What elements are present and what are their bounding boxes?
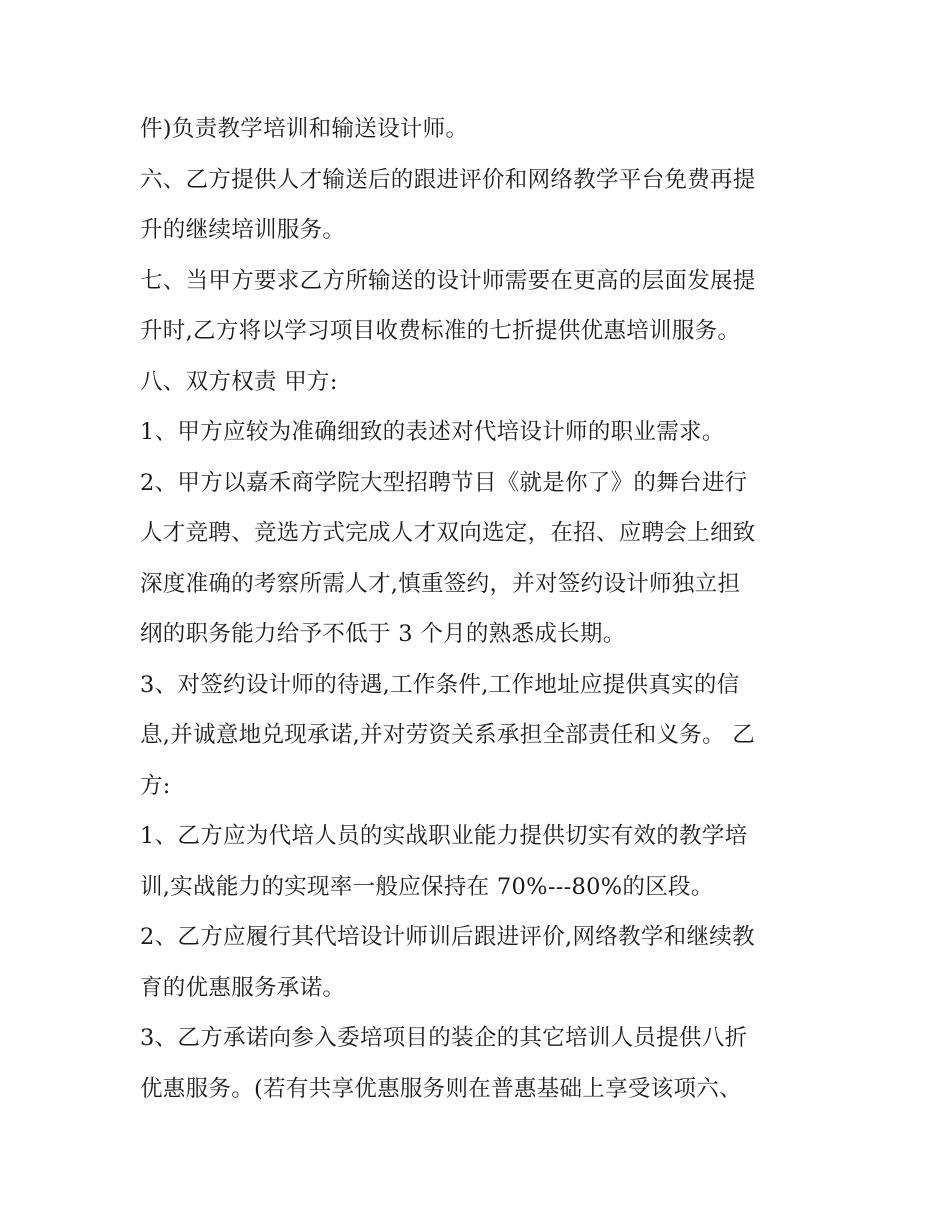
text-line: 育的优惠服务承诺。 — [140, 974, 346, 1001]
text-line: 升的继续培训服务。 — [140, 217, 346, 243]
text-line: 1、乙方应为代培人员的实战职业能力提供切实有效的教学培 — [140, 823, 748, 849]
section-heading: 八、双方权责 甲方: — [140, 368, 338, 395]
text-line: 人才竞聘、竞选方式完成人才双向选定，在招、应聘会上细致 — [140, 520, 756, 546]
text-line: 七、当甲方要求乙方所输送的设计师需要在更高的层面发展提 — [140, 267, 756, 294]
text-line: 2、乙方应履行其代培设计师训后跟进评价,网络教学和继续教 — [140, 924, 755, 950]
text-line: 六、乙方提供人才输送后的跟进评价和网络教学平台免费再提 — [140, 166, 756, 193]
text-line: 件)负责教学培训和输送设计师。 — [140, 116, 469, 142]
text-line: 优惠服务。(若有共享优惠服务则在普惠基础上享受该项六、 — [140, 1075, 742, 1102]
text-line: 息,并诚意地兑现承诺,并对劳资关系承担全部责任和义务。 乙 — [140, 722, 756, 748]
text-line: 深度准确的考察所需人才,慎重签约，并对签约设计师独立担 — [140, 570, 741, 597]
text-line: 3、乙方承诺向参入委培项目的装企的其它培训人员提供八折 — [140, 1025, 748, 1051]
text-line: 2、甲方以嘉禾商学院大型招聘节目《就是你了》的舞台进行 — [140, 469, 748, 496]
text-line: 3、对签约设计师的待遇,工作条件,工作地址应提供真实的信 — [140, 671, 740, 698]
text-line: 纲的职务能力给予不低于 3 个月的熟悉成长期。 — [140, 621, 626, 647]
text-line: 训,实战能力的实现率一般应保持在 70%---80%的区段。 — [140, 873, 714, 900]
document-body — [140, 104, 820, 1114]
text-line: 升时,乙方将以学习项目收费标准的七折提供优惠培训服务。 — [140, 318, 741, 344]
text-line: 1、甲方应较为准确细致的表述对代培设计师的职业需求。 — [140, 419, 725, 445]
text-line: 方: — [140, 772, 171, 799]
